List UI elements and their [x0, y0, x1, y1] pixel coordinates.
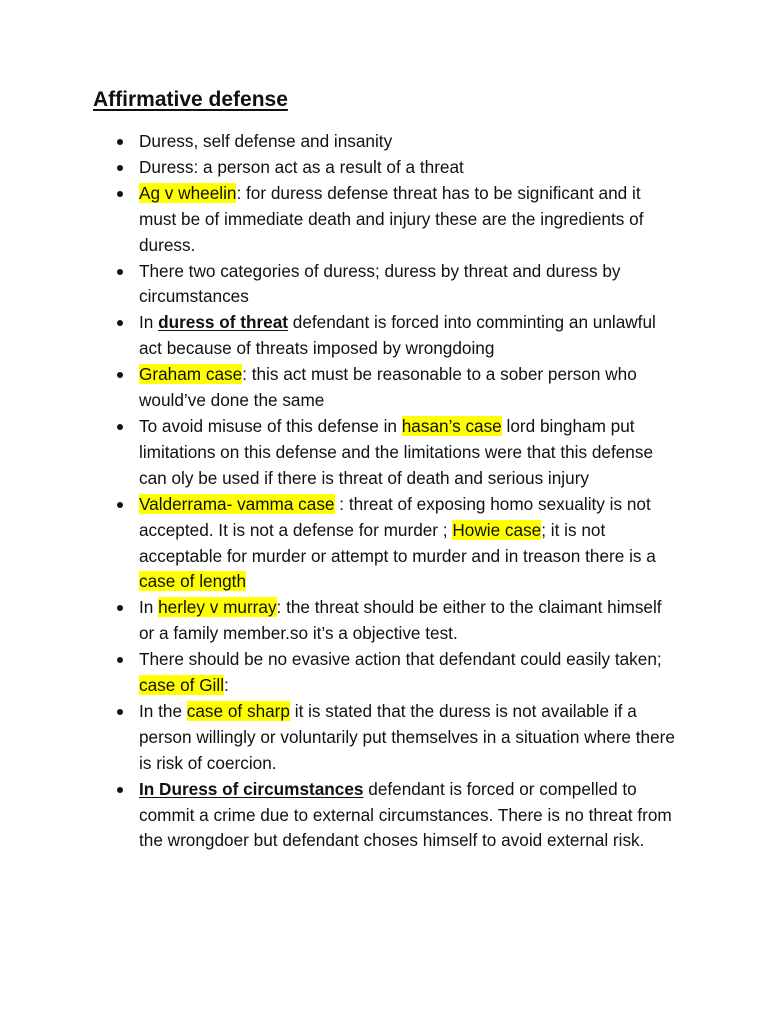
bullet-text: :: [224, 675, 229, 696]
bullet-item: [139, 492, 679, 596]
highlighted-case-name: Ag v wheelin: [139, 182, 237, 203]
highlighted-case-name: Howie case: [452, 519, 542, 540]
bullet-list: [139, 129, 679, 854]
bullet-item: [139, 310, 679, 362]
bullet-item: [139, 129, 679, 155]
bullet-text: In the: [139, 700, 187, 721]
bullet-text: Duress: a person act as a result of a threat: [139, 156, 464, 177]
bullet-text: There two categories of duress; duress by threat and duress by circumstances: [139, 260, 621, 307]
bullet-text: In: [139, 597, 159, 618]
bullet-text: : the threat should be either to the claimant himself or a family member.so it’s a objective test.: [139, 597, 662, 644]
bullet-item: [139, 362, 679, 414]
bullet-item: [139, 259, 679, 311]
bullet-text: defendant is forced or compelled to commit a crime due to external circumstances. There is no threat from the wrongdoer but defendant choses himself to avoid external risk.: [139, 778, 672, 851]
bullet-text: In: [139, 312, 159, 333]
bullet-item: [139, 155, 679, 181]
highlighted-case-name: case of Gill: [139, 675, 225, 696]
highlighted-case-name: hasan’s case: [401, 415, 502, 436]
bullet-text: : for duress defense threat has to be significant and it must be of immediate death and injury these are the ingredients of duress.: [139, 182, 644, 255]
bullet-text: lord bingham put limitations on this defense and the limitations were that this defense can oly be used if there is threat of death and serious injury: [139, 415, 654, 488]
highlighted-case-name: case of length: [139, 571, 247, 592]
bullet-text: There should be no evasive action that defendant could easily taken;: [139, 649, 662, 670]
document-title: Affirmative defense: [93, 88, 288, 111]
bullet-text: ; it is not acceptable for murder or attempt to murder and in treason there is a: [139, 519, 656, 566]
highlighted-case-name: Graham case: [139, 364, 243, 385]
bullet-item: [139, 777, 679, 855]
bullet-item: [139, 414, 679, 492]
bullet-text: defendant is forced into comminting an unlawful act because of threats imposed by wrongdoing: [139, 312, 656, 359]
bullet-item: [139, 181, 679, 259]
highlighted-case-name: case of sharp: [186, 700, 290, 721]
emphasized-term: duress of threat: [158, 312, 288, 333]
highlighted-case-name: herley v murray: [158, 597, 277, 618]
highlighted-case-name: Valderrama- vamma case: [139, 493, 335, 514]
bullet-item: [139, 595, 679, 647]
bullet-item: [139, 699, 679, 777]
emphasized-term: In Duress of circumstances: [139, 778, 364, 799]
bullet-text: : this act must be reasonable to a sober person who would’ve done the same: [139, 364, 637, 411]
bullet-text: Duress, self defense and insanity: [139, 131, 393, 151]
bullet-text: it is stated that the duress is not available if a person willingly or voluntarily put themselves in a situation where there is risk of coercion.: [139, 700, 675, 773]
bullet-text: To avoid misuse of this defense in: [139, 415, 402, 436]
bullet-item: [139, 647, 679, 699]
bullet-text: : threat of exposing homo sexuality is not accepted. It is not a defense for murder ;: [139, 493, 651, 540]
